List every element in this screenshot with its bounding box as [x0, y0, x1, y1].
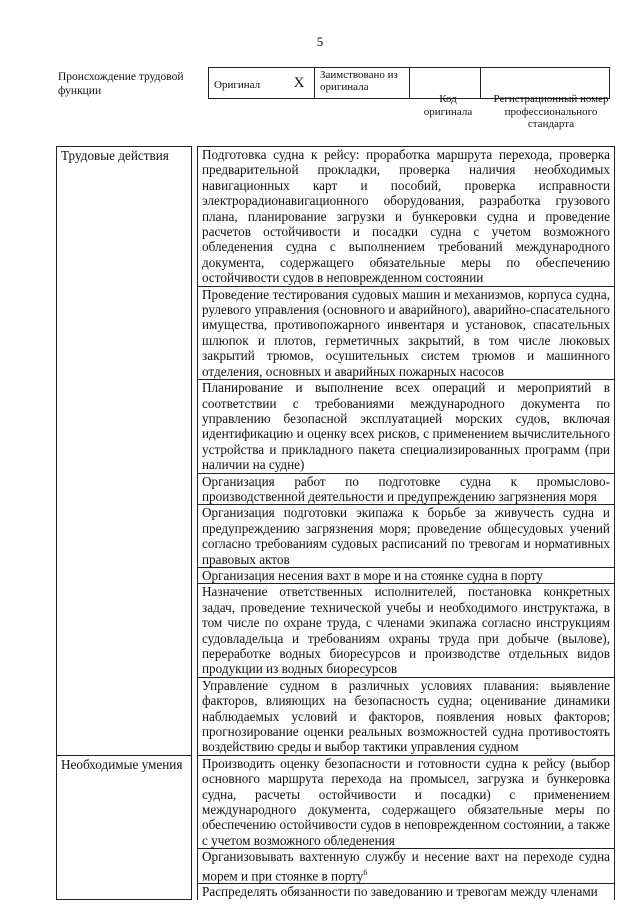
list-item: Распределять обязанности по заведованию и тревогам между членами — [198, 884, 615, 900]
section-label-skills: Необходимые умения — [57, 755, 192, 900]
reg-caption: Регистрационный номер профессионального стандарта — [493, 93, 609, 130]
table-row — [57, 755, 615, 848]
list-item: Проведение тестирования судовых машин и механизмов, корпуса судна, рулевого управления (основного и аварийного), аварийно-спасательного имущества, противопожарного инвентаря и установок, спасательных шлюпок и плотов, герметичных закрытий, в том числе люковых закрытий трюмов, осушительных систем трюмов и машинного отделения, основных и аварийных пожарных насосов — [198, 286, 615, 379]
list-item: Подготовка судна к рейсу: проработка маршрута перехода, проверка предварительной прокладки, проверка наличия необходимых навигационных карт и пособий, проверка исправности электрорадионавигационного оборудования, разработка грузового плана, планирование загрузки и бункеровки судна и проведение расчетов остойчивости и посадки судна с учетом возможного обледенения судна с выполнением требований международного документа, содержащего обязательные меры по обеспечению остойчивости судов в неповрежденном состоянии — [198, 147, 615, 287]
list-item: Производить оценку безопасности и готовности судна к рейсу (выбор основного маршрута перехода на промысел, загрузка и бункеровка судна, расчеты остойчивости и посадки) с применением международного документа, содержащего обязательные меры по обеспечению остойчивости судов в неповрежденном состоянии, а также с учетом возможного обледенения — [198, 755, 615, 848]
origin-label: Происхождение трудовой функции — [58, 71, 184, 97]
list-item: Организация работ по подготовке судна к промыслово-производственной деятельности и предупреждению загрязнения моря — [198, 473, 615, 505]
footnote-mark: 6 — [363, 867, 368, 877]
borrowed-cell: Заимствовано из оригинала — [315, 68, 410, 99]
list-item-text: Организовывать вахтенную службу и несение вахт на переходе судна морем и при стоянке в порту — [202, 849, 610, 884]
list-item: Управление судном в различных условиях плавания: выявление факторов, влияющих на безопасность судна; оценивание динамики наблюдаемых условий и факторов, появления новых факторов; прогнозирование оценки реальных возможностей судна противостоять воздействию среды и выбор тактики управления судном — [198, 677, 615, 755]
functions-table — [56, 146, 615, 900]
list-item — [198, 849, 615, 884]
table-row — [57, 147, 615, 287]
page-number: 5 — [316, 34, 324, 49]
original-mark: X — [284, 68, 315, 99]
original-cell: Оригинал — [209, 68, 285, 99]
list-item: Организация несения вахт в море и на стоянке судна в порту — [198, 567, 615, 583]
code-caption: Код оригинала — [423, 93, 473, 118]
list-item: Планирование и выполнение всех операций и мероприятий в соответствии с требованиями международного документа по управлению безопасной эксплуатацией морских судов, включая идентификацию и оценку всех рисков, с применением вычислительного устройства и прикладного пакета специализированных программ (при наличии на судне) — [198, 380, 615, 473]
list-item: Организация подготовки экипажа к борьбе за живучесть судна и предупреждению загрязнения моря; проведение общесудовых учений согласно требованиям судовых расписаний по тревогам и нормативных правовых актов — [198, 505, 615, 568]
section-label-labor-actions: Трудовые действия — [57, 147, 192, 756]
list-item: Назначение ответственных исполнителей, постановка конкретных задач, проведение технической учебы и необходимого инструктажа, в том числе по охране труда, с членами экипажа согласно инструкциям судовладельца и требованиям охраны труда при добыче (вылове), переработке водных биоресурсов и производстве отдельных видов продукции из водных биоресурсов — [198, 584, 615, 677]
